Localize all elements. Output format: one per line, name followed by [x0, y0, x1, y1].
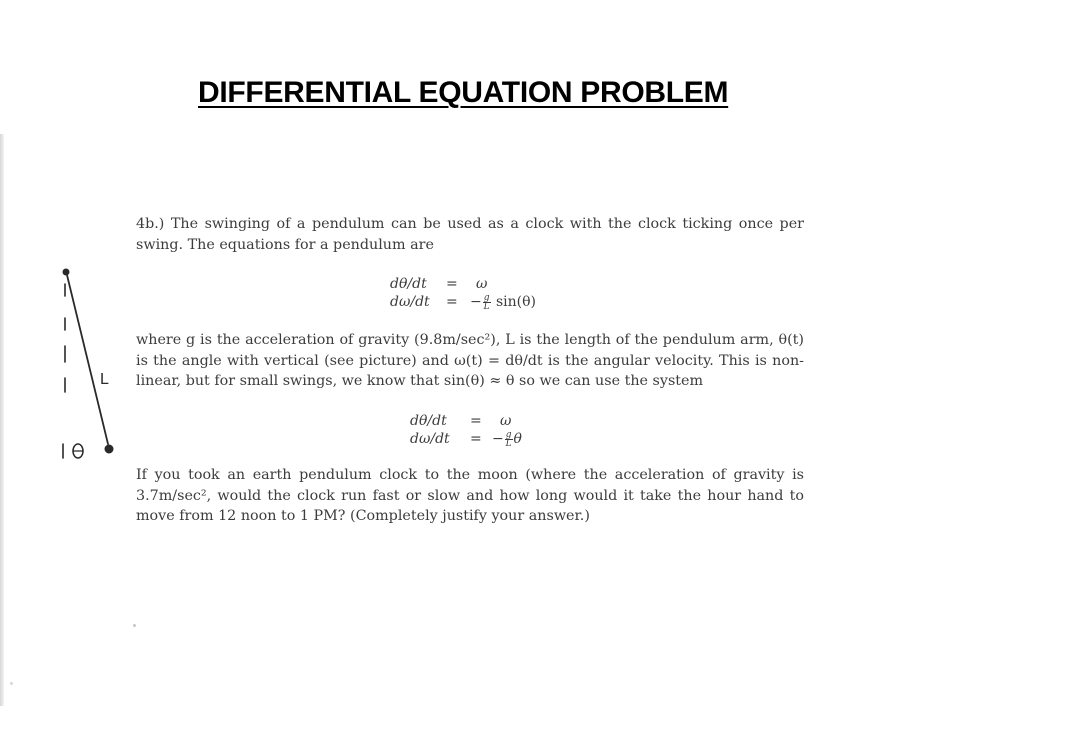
eq2-rhs [492, 430, 522, 448]
fraction-denominator: L [483, 301, 490, 312]
eq2-rhs [470, 293, 536, 311]
equation-system-1 [390, 275, 590, 315]
eq2-lhs: dω/dt [410, 431, 450, 447]
pendulum-bob [105, 445, 113, 453]
problem-intro: 4b.) The swinging of a pendulum can be used as a clock with the clock ticking once per swing. The equations for a pendulum are [136, 216, 804, 253]
page-title: DIFFERENTIAL EQUATION PROBLEM [198, 76, 729, 109]
sin-term: sin(θ) [495, 294, 536, 310]
equals-sign: = [470, 431, 482, 447]
eq1-rhs: ω [500, 413, 512, 429]
minus-sign: − [470, 294, 482, 310]
eq1-lhs: dθ/dt [390, 276, 427, 292]
fraction-numerator: g [505, 429, 512, 440]
theta-term: θ [513, 431, 522, 447]
pendulum-arm [67, 275, 108, 444]
equals-sign: = [446, 276, 458, 292]
scan-speck [10, 682, 13, 685]
fraction-numerator: g [483, 292, 490, 303]
problem-explanation: where g is the acceleration of gravity (9.8m/sec²), L is the length of the pendulum arm, θ(t) is the angle with vertical (see picture) and ω(t) = dθ/dt is the angular velocity. This is non-linear, but for small swings, we know that sin(θ) ≈ θ so we can use the system [136, 332, 804, 389]
minus-sign: − [492, 431, 504, 447]
eq1-lhs: dθ/dt [410, 413, 447, 429]
equation-system-2 [410, 412, 610, 452]
pendulum-diagram [48, 258, 138, 468]
length-label: L [100, 371, 109, 388]
equals-sign: = [446, 294, 458, 310]
eq2-lhs: dω/dt [390, 294, 430, 310]
pivot-point [63, 269, 69, 275]
equals-sign: = [470, 413, 482, 429]
g-over-l-fraction [483, 294, 491, 311]
scan-speck [133, 624, 136, 627]
g-over-l-fraction [505, 431, 513, 448]
scan-border [0, 134, 4, 706]
eq1-rhs: ω [476, 276, 488, 292]
problem-question: If you took an earth pendulum clock to the moon (where the acceleration of gravity is 3.7m/sec², would the clock run fast or slow and how long would it take the hour hand to move from 12 noon to 1 PM? (Completely justify your answer.) [136, 467, 804, 524]
fraction-denominator: L [505, 438, 512, 449]
